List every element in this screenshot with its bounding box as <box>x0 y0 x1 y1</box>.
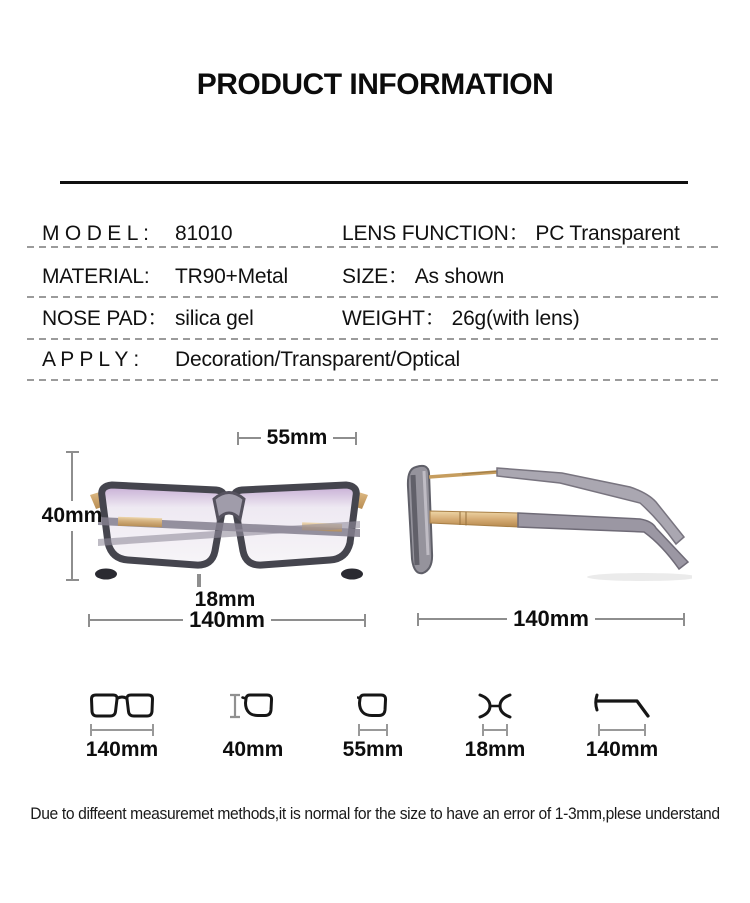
temple-length-label: 140mm <box>513 606 589 631</box>
spec-material-label: MATERIAL: <box>42 265 150 288</box>
lens-height-label: 40mm <box>41 504 103 527</box>
glasses-side-photo <box>402 455 692 583</box>
table-divider-3 <box>27 338 718 340</box>
spec-cell-nose-pad <box>42 306 254 332</box>
glasses-front-photo <box>88 455 370 593</box>
size-item-temple-length <box>567 689 677 762</box>
spec-cell-material <box>42 264 288 290</box>
size-label: 40mm <box>222 738 284 761</box>
temple-length-measure <box>417 606 685 632</box>
spec-row-material <box>42 264 718 290</box>
page-title: PRODUCT INFORMATION <box>196 68 554 101</box>
spec-material-value: TR90+Metal <box>175 265 288 288</box>
spec-cell-model <box>42 221 232 247</box>
disclaimer-text: Due to diffeent measuremet methods,it is normal for the size to have an error of 1-3mm,plese understand <box>30 804 720 823</box>
spec-nose-pad-value: silica gel <box>175 307 254 330</box>
lens-width-measure <box>237 425 357 451</box>
frame-front-side <box>408 466 432 573</box>
lens-height-measure <box>41 451 103 581</box>
spec-row-nose-pad <box>42 306 718 332</box>
lens-height-icon <box>228 692 278 720</box>
table-divider-1 <box>27 246 718 248</box>
shadow <box>587 573 692 581</box>
spec-model-label: M O D E L : <box>42 222 149 245</box>
table-divider-4 <box>27 379 718 381</box>
lens-width-mini-measure <box>358 723 388 737</box>
frame-width-measure <box>88 607 366 633</box>
spec-row-apply <box>42 347 718 373</box>
spec-apply-value: Decoration/Transparent/Optical <box>175 348 461 371</box>
spec-model-value: 81010 <box>175 222 233 245</box>
size-label: 140mm <box>585 738 659 761</box>
spec-row-model <box>42 221 718 247</box>
lens-width-label: 55mm <box>266 426 328 449</box>
size-item-lens-height <box>198 689 308 762</box>
spec-size-label: SIZE： <box>342 265 409 288</box>
bridge-width-label: 18mm <box>194 588 256 611</box>
spec-apply-label: A P P L Y : <box>42 348 140 371</box>
lower-temple <box>430 511 688 569</box>
bridge-width-mini-measure <box>482 723 508 737</box>
temple-arm-icon <box>593 693 651 719</box>
spec-cell-apply <box>42 347 460 373</box>
frame-width-label: 140mm <box>189 607 265 632</box>
bridge-width-icon <box>477 693 513 719</box>
frame-width-mini-measure <box>90 723 154 737</box>
temple-length-mini-measure <box>598 723 646 737</box>
size-label: 140mm <box>85 738 159 761</box>
spec-lens-function-value: PC Transparent <box>535 222 680 245</box>
spec-cell-lens-function <box>342 221 680 247</box>
title-divider <box>60 181 688 184</box>
spec-cell-size <box>342 264 504 290</box>
lens-width-icon <box>357 692 389 720</box>
size-item-lens-width <box>318 689 428 762</box>
bridge <box>214 493 244 520</box>
size-label: 55mm <box>342 738 404 761</box>
size-item-bridge-width <box>440 689 550 762</box>
spec-weight-value: 26g(with lens) <box>451 307 580 330</box>
glasses-front-icon <box>88 693 156 719</box>
spec-lens-function-label: LENS FUNCTION： <box>342 222 530 245</box>
table-divider-2 <box>27 296 718 298</box>
spec-size-value: As shown <box>414 265 505 288</box>
size-item-frame-width <box>67 689 177 762</box>
spec-weight-label: WEIGHT： <box>342 307 446 330</box>
spec-nose-pad-label: NOSE PAD： <box>42 307 169 330</box>
size-label: 18mm <box>464 738 526 761</box>
spec-cell-weight <box>342 306 580 332</box>
